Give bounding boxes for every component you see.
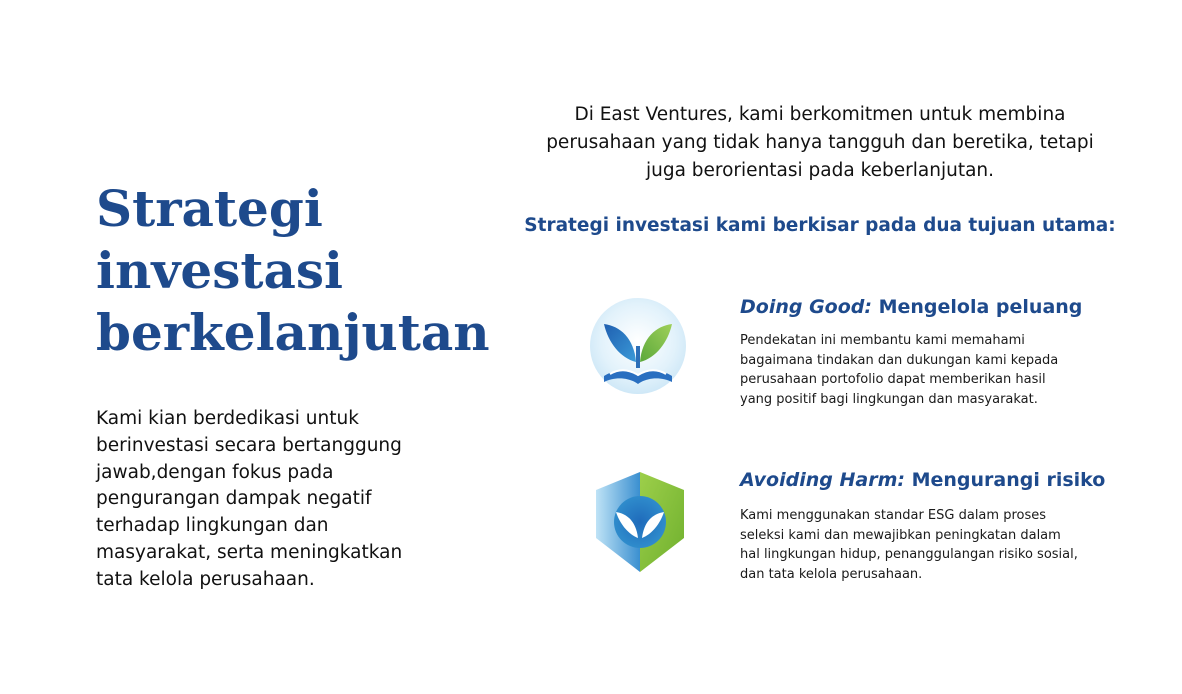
seedling-book-icon bbox=[586, 296, 690, 400]
goal-title-rest: Mengurangi risiko bbox=[904, 469, 1106, 491]
goal-description-avoiding-harm: Kami menggunakan standar ESG dalam proses seleksi kami dan mewajibkan peningkatan dalam hal lingkungan hidup, penanggulangan risiko sosial, dan tata kelola perusahaan. bbox=[740, 508, 1078, 582]
page-title: Strategi investasi berkelanjutan bbox=[96, 179, 490, 362]
intro-paragraph: Kami kian berdedikasi untuk berinvestasi secara bertanggung jawab,dengan fokus pada pengurangan dampak negatif terhadap lingkungan dan masyarakat, serta meningkatkan tata kelola perusahaan. bbox=[96, 408, 403, 590]
goal-title-avoiding-harm bbox=[740, 469, 1105, 491]
goal-title-lead: Avoiding Harm: bbox=[740, 469, 905, 491]
goal-title-rest: Mengelola peluang bbox=[871, 296, 1083, 318]
goal-title-doing-good bbox=[740, 296, 1082, 318]
strategy-heading: Strategi investasi kami berkisar pada dua tujuan utama: bbox=[524, 215, 1116, 236]
goal-description-doing-good: Pendekatan ini membantu kami memahami bagaimana tindakan dan dukungan kami kepada perusahaan portofolio dapat memberikan hasil yang positif bagi lingkungan dan masyarakat. bbox=[740, 333, 1059, 407]
lead-text: Di East Ventures, kami berkomitmen untuk membina perusahaan yang tidak hanya tangguh dan beretika, tetapi juga berorientasi pada keberlanjutan. bbox=[546, 104, 1094, 181]
shield-leaf-icon bbox=[588, 468, 692, 572]
goal-title-lead: Doing Good: bbox=[740, 296, 872, 318]
